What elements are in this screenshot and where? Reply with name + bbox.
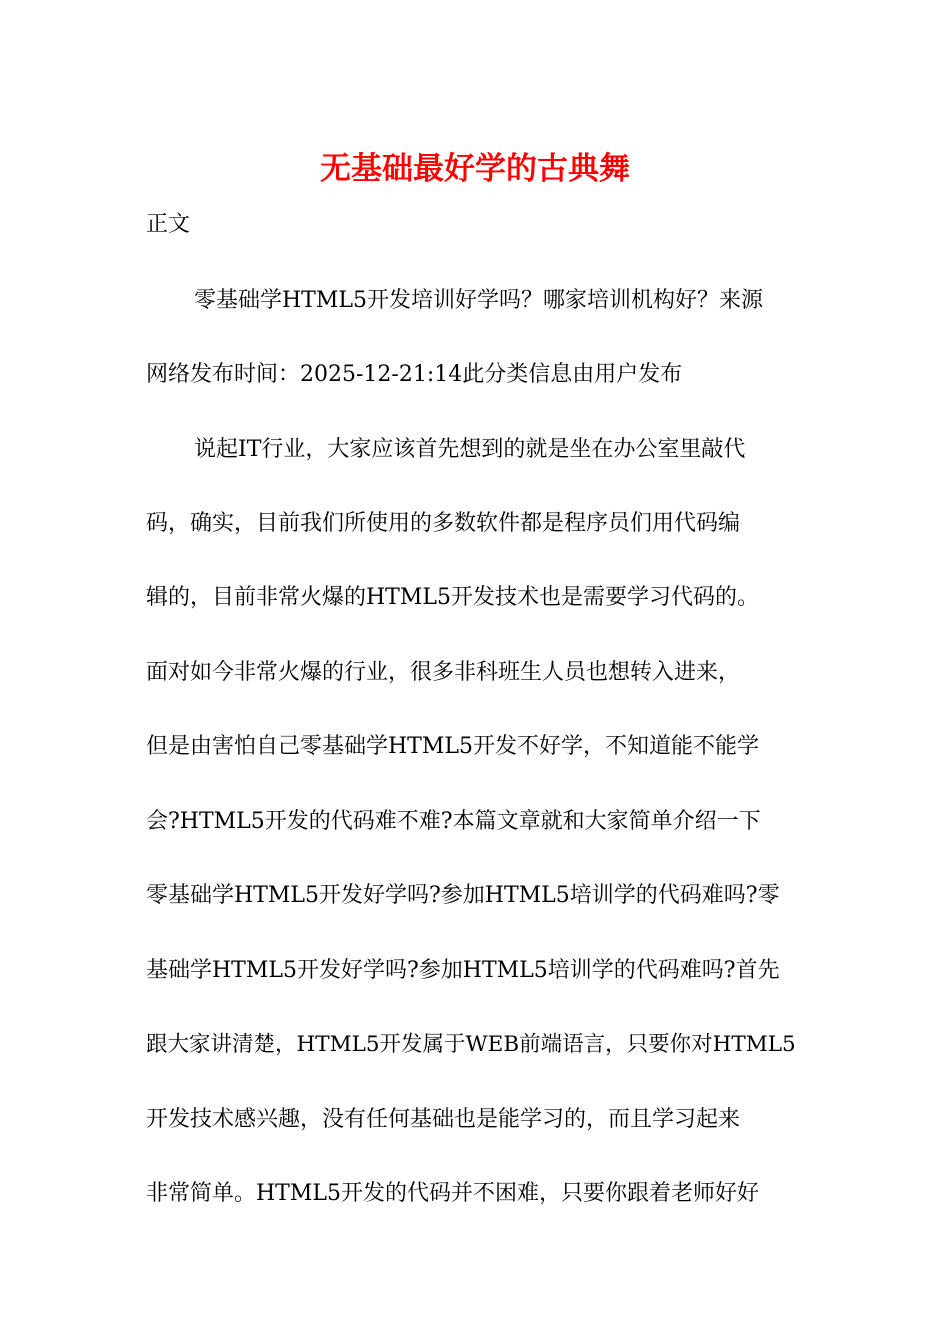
paragraph-line: 但是由害怕自己零基础学HTML5开发不好学，不知道能不能学 xyxy=(146,734,759,759)
paragraph-line: 零基础学HTML5开发好学吗?参加HTML5培训学的代码难吗?零 xyxy=(146,883,780,908)
paragraph-line: 辑的，目前非常火爆的HTML5开发技术也是需要学习代码的。 xyxy=(146,585,759,610)
paragraph-line: 面对如今非常火爆的行业，很多非科班生人员也想转入进来， xyxy=(146,660,741,685)
paragraph-line: 非常简单。HTML5开发的代码并不困难，只要你跟着老师好好 xyxy=(146,1181,759,1206)
paragraph-line: 跟大家讲清楚，HTML5开发属于WEB前端语言，只要你对HTML5 xyxy=(146,1032,796,1057)
paragraph-line: 网络发布时间：2025-12-21:14此分类信息由用户发布 xyxy=(146,362,683,387)
document-title: 无基础最好学的古典舞 xyxy=(320,151,630,187)
paragraph-line: 零基础学HTML5开发培训好学吗？哪家培训机构好？来源 xyxy=(194,288,763,313)
paragraph-line: 会?HTML5开发的代码难不难?本篇文章就和大家简单介绍一下 xyxy=(146,809,761,834)
paragraph-line: 码，确实，目前我们所使用的多数软件都是程序员们用代码编 xyxy=(146,511,741,536)
paragraph-line: 开发技术感兴趣，没有任何基础也是能学习的，而且学习起来 xyxy=(146,1107,741,1132)
paragraph-line: 说起IT行业，大家应该首先想到的就是坐在办公室里敲代 xyxy=(194,437,746,462)
section-label: 正文 xyxy=(146,212,191,237)
paragraph-line: 基础学HTML5开发好学吗?参加HTML5培训学的代码难吗?首先 xyxy=(146,958,780,983)
